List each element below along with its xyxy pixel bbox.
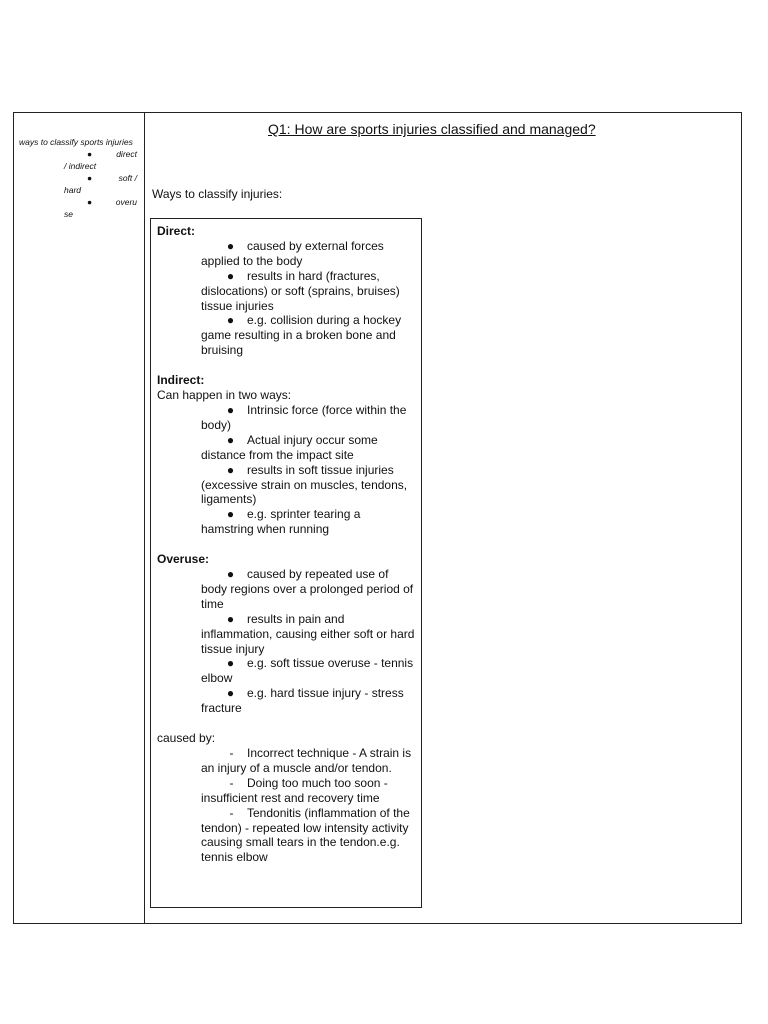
list-item [201, 746, 415, 776]
list-item-text: Incorrect technique - A strain is an injury of a muscle and/or tendon. [201, 746, 412, 775]
cue-item-text: / indirect [64, 161, 97, 171]
cue-item [64, 196, 139, 220]
bullet-icon: ● [226, 507, 235, 522]
list-item-text: results in soft tissue injuries (excessive strain on muscles, tendons, ligaments) [201, 462, 408, 507]
bullet-icon: ● [226, 268, 235, 283]
list-item [201, 433, 415, 463]
list-item-text: e.g. soft tissue overuse - tennis elbow [201, 656, 414, 686]
list-item-text: Intrinsic force (force within the body) [201, 402, 407, 432]
bullet-icon: ● [226, 567, 235, 582]
notes-box [150, 218, 422, 908]
section-heading-direct: Direct: [157, 224, 196, 238]
cue-item [64, 172, 139, 196]
bullet-icon: ● [226, 313, 235, 328]
list-item-text: results in hard (fractures, dislocations) or soft (sprains, bruises) tissue injuries [201, 268, 400, 313]
list-item [201, 239, 415, 269]
list-item-text: results in pain and inflammation, causing either soft or hard tissue injury [201, 611, 415, 656]
cue-item-text: direct [116, 149, 137, 159]
bullet-icon: ● [87, 149, 93, 159]
list-item-text: caused by repeated use of body regions over a prolonged period of time [201, 567, 414, 611]
bullet-icon: ● [226, 238, 235, 253]
list-item [201, 612, 415, 657]
bullet-icon: ● [87, 197, 93, 207]
bullet-icon: ● [226, 432, 235, 447]
list-item [201, 656, 415, 686]
section-heading-overuse: Overuse: [157, 552, 210, 567]
cornell-notes-table [13, 112, 742, 924]
section-heading-indirect: Indirect: [157, 373, 205, 388]
bullet-icon: ● [226, 462, 235, 477]
list-item [201, 269, 415, 314]
dash-marker: - [229, 775, 234, 790]
list-item [201, 776, 415, 806]
list-item-text: e.g. hard tissue injury - stress fracture [201, 686, 404, 716]
list-item [201, 806, 415, 866]
page-title: Q1: How are sports injuries classified and managed? [268, 121, 596, 137]
cue-heading: ways to classify sports injuries [19, 137, 133, 147]
list-item [201, 463, 415, 508]
bullet-icon: ● [87, 173, 93, 183]
cue-item-text: overu [115, 197, 137, 207]
list-item [201, 567, 415, 612]
cue-column [19, 136, 139, 220]
bullet-icon: ● [226, 686, 235, 701]
bullet-icon: ● [226, 402, 235, 417]
dash-marker: - [229, 805, 234, 820]
cue-item-text: soft / [118, 173, 137, 183]
list-item-text: Actual injury occur some distance from the impact site [201, 432, 378, 462]
list-item [201, 403, 415, 433]
cue-item [64, 148, 139, 172]
list-item [201, 686, 415, 716]
list-item-text: Tendonitis (inflammation of the tendon) - repeated low intensity activity causing small tears in the tendon.e.g. tennis elbow [201, 805, 410, 865]
list-item-text: e.g. collision during a hockey game resulting in a broken bone and bruising [201, 313, 402, 358]
list-item-text: e.g. sprinter tearing a hamstring when running [201, 507, 361, 537]
section-heading-caused-by: caused by: [157, 731, 216, 746]
intro-text: Ways to classify injuries: [152, 187, 283, 201]
cue-item-text: se [64, 209, 73, 219]
list-item-text: caused by external forces applied to the body [201, 238, 384, 268]
section-intro: Can happen in two ways: [157, 388, 292, 403]
list-item [201, 313, 415, 358]
list-item-text: Doing too much too soon - insufficient rest and recovery time [201, 775, 388, 805]
bullet-icon: ● [226, 611, 235, 626]
cue-item-text: hard [64, 185, 82, 195]
bullet-icon: ● [226, 656, 235, 671]
dash-marker: - [229, 746, 234, 760]
list-item [201, 507, 415, 537]
column-divider [144, 113, 145, 923]
